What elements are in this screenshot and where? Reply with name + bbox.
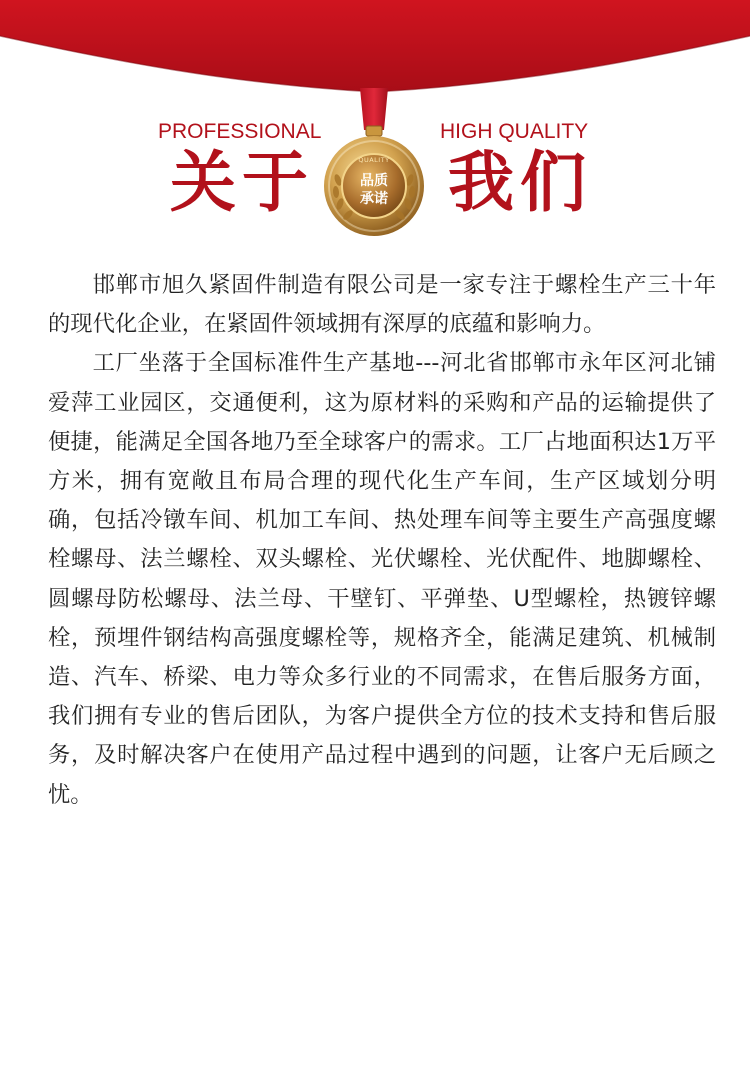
quality-medal-icon (318, 88, 430, 240)
intro-paragraph-2: 工厂坐落于全国标准件生产基地---河北省邯郸市永年区河北铺爱萍工业园区，交通便利，这为原材料的采购和产品的运输提供了便捷，能满足全国各地乃至全球客户的需求。工厂占地面积达1万平方米，拥有宽敞且布局合理的现代化生产车间，生产区域划分明确，包括冷镦车间、机加工车间、热处理车间等主要生产高强度螺栓螺母、法兰螺栓、双头螺栓、光伏螺栓、光伏配件、地脚螺栓、圆螺母防松螺母、法兰母、干壁钉、平弹垫、U型螺栓，热镀锌螺栓，预埋件钢结构高强度螺栓等，规格齐全，能满足建筑、机械制造、汽车、桥梁、电力等众多行业的不同需求，在售后服务方面，我们拥有专业的售后团队，为客户提供全方位的技术支持和售后服务，及时解决客户在使用产品过程中遇到的问题，让客户无后顾之忧。 (48, 350, 716, 808)
company-intro (48, 266, 716, 815)
professional-label: PROFESSIONAL (158, 120, 322, 143)
badge-line1: 品质 (360, 173, 388, 189)
title-about: 关于 (170, 144, 314, 221)
red-banner-decoration (0, 0, 750, 100)
badge-line2: 承诺 (360, 191, 388, 207)
title-us: 我们 (448, 144, 592, 221)
high-quality-label: HIGH QUALITY (440, 120, 589, 143)
badge-top-text: QUALITY (358, 156, 390, 164)
intro-paragraph-1: 邯郸市旭久紧固件制造有限公司是一家专注于螺栓生产三十年的现代化企业，在紧固件领域拥有深厚的底蕴和影响力。 (48, 272, 716, 338)
